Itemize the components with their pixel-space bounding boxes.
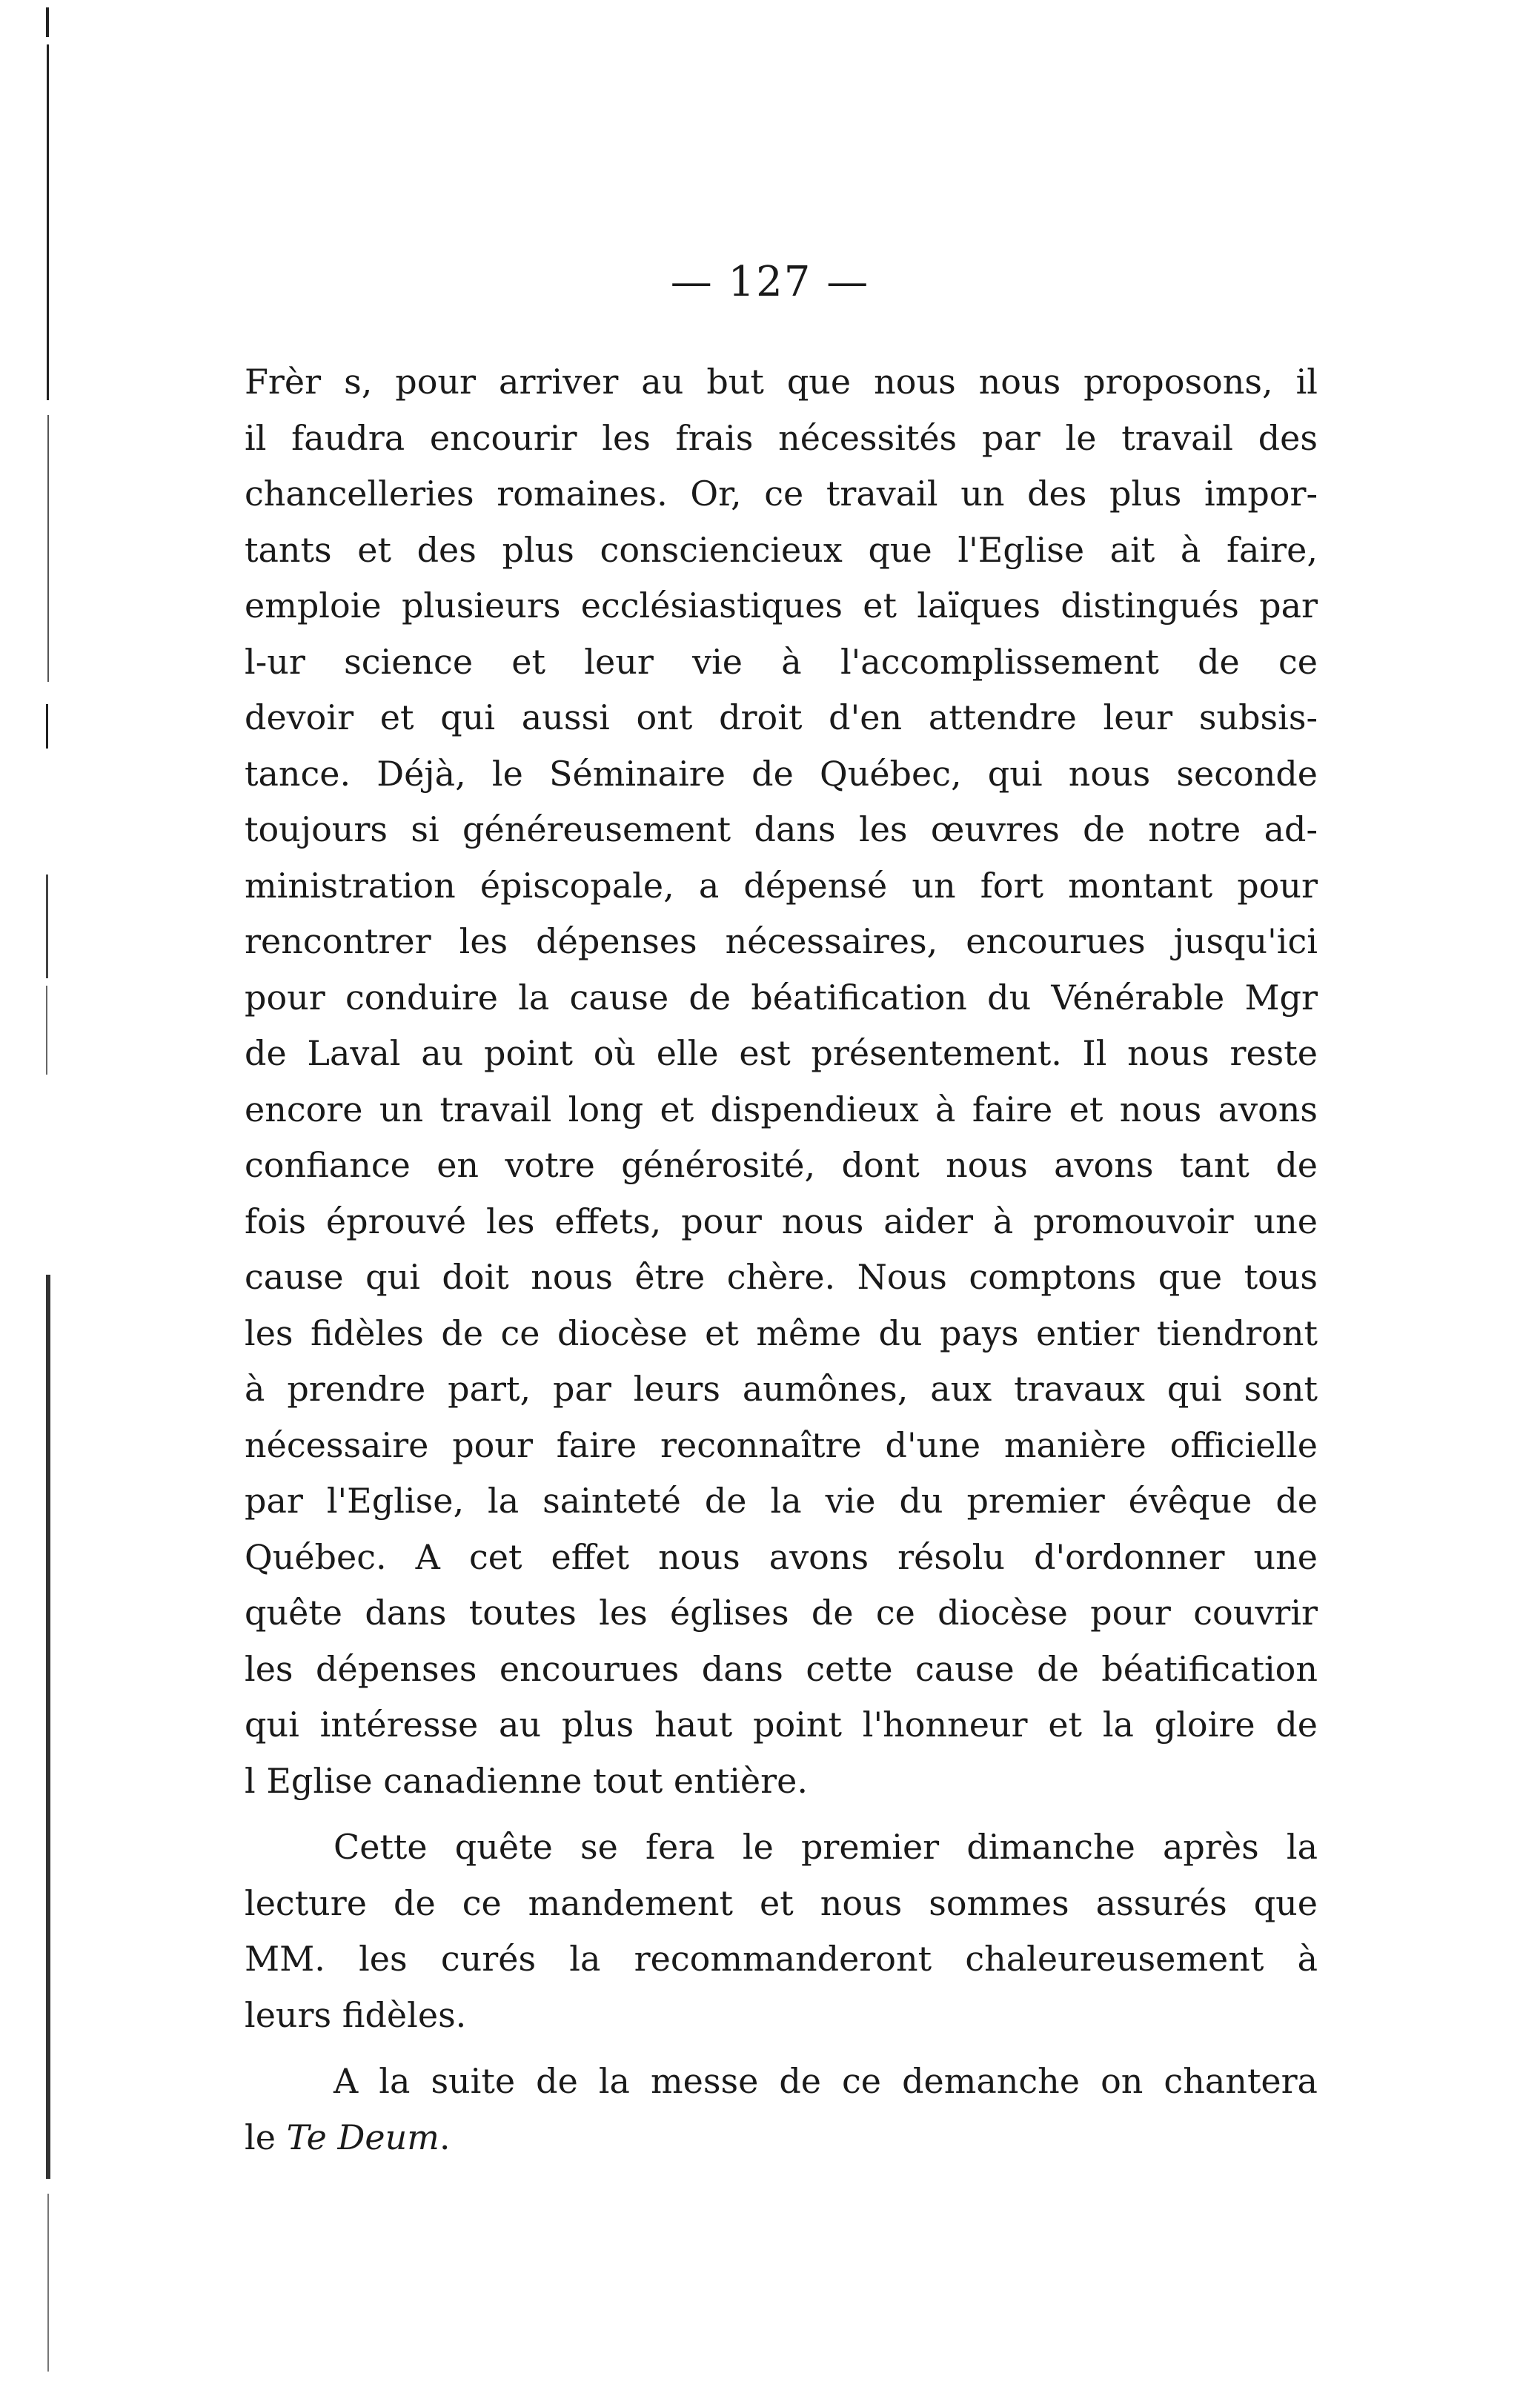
italic-title: Te Deum (286, 2117, 439, 2157)
text-line: ministration épiscopale, a dépensé un fort montant pour (245, 865, 1318, 906)
text-line: Québec. A cet effet nous avons résolu d'ordonner une (245, 1536, 1318, 1577)
text-line: nécessaire pour faire reconnaître d'une manière officielle (245, 1424, 1318, 1465)
text-line: cause qui doit nous être chère. Nous comptons que tous (245, 1257, 1318, 1297)
text-line: leurs fidèles. (245, 1994, 467, 2035)
text-line: quête dans toutes les églises de ce diocèse pour couvrir (245, 1593, 1318, 1633)
text-line: pour conduire la cause de béatification du Vénérable Mgr (245, 977, 1318, 1018)
text-line: Frèr s, pour arriver au but que nous nous proposons, il (245, 362, 1318, 402)
scan-binding-edge (46, 0, 53, 2396)
text-line: encore un travail long et dispendieux à faire et nous avons (245, 1089, 1318, 1129)
text-line: toujours si généreusement dans les œuvres de notre ad- (245, 809, 1318, 849)
text-line: les dépenses encourues dans cette cause de béatification (245, 1648, 1318, 1689)
text-line: confiance en votre générosité, dont nous avons tant de (245, 1145, 1318, 1185)
text-line: tance. Déjà, le Séminaire de Québec, qui nous seconde (245, 753, 1318, 794)
paragraph (245, 1819, 1318, 2043)
text-line: A la suite de la messe de ce demanche on chantera (333, 2061, 1318, 2101)
text-line: fois éprouvé les effets, pour nous aider à promouvoir une (245, 1201, 1318, 1241)
text-line: emploie plusieurs ecclésiastiques et laïques distingués par (245, 585, 1318, 625)
text-line: tants et des plus consciencieux que l'Eglise ait à faire, (245, 529, 1318, 570)
page-number: — 127 — (670, 258, 870, 306)
text-line: il faudra encourir les frais nécessités par le travail des (245, 417, 1318, 458)
text-line: devoir et qui aussi ont droit d'en attendre leur subsis- (245, 697, 1318, 737)
text-line: qui intéresse au plus haut point l'honneur et la gloire de (245, 1705, 1318, 1745)
text-line: à prendre part, par leurs aumônes, aux travaux qui sont (245, 1369, 1318, 1409)
text-fragment: . (439, 2117, 451, 2157)
text-line: l-ur science et leur vie à l'accomplissement de ce (245, 641, 1318, 682)
paragraph (245, 2054, 1318, 2166)
document-body (245, 354, 1318, 2166)
text-line: chancelleries romaines. Or, ce travail un des plus impor- (245, 474, 1318, 514)
text-fragment: le (245, 2117, 287, 2157)
text-line: de Laval au point où elle est présentement. Il nous reste (245, 1033, 1318, 1073)
text-line: par l'Eglise, la sainteté de la vie du premier évêque de (245, 1481, 1318, 1521)
text-line: lecture de ce mandement et nous sommes assurés que (245, 1882, 1318, 1923)
text-line: les fidèles de ce diocèse et même du pays entier tiendront (245, 1313, 1318, 1353)
paragraph (245, 354, 1318, 1809)
text-line: l Eglise canadienne tout entière. (245, 1760, 808, 1801)
text-line (245, 2110, 1318, 2166)
text-line: rencontrer les dépenses nécessaires, encourues jusqu'ici (245, 921, 1318, 961)
text-line: Cette quête se fera le premier dimanche après la (333, 1827, 1318, 1867)
text-line: MM. les curés la recommanderont chaleureusement à (245, 1939, 1318, 1979)
